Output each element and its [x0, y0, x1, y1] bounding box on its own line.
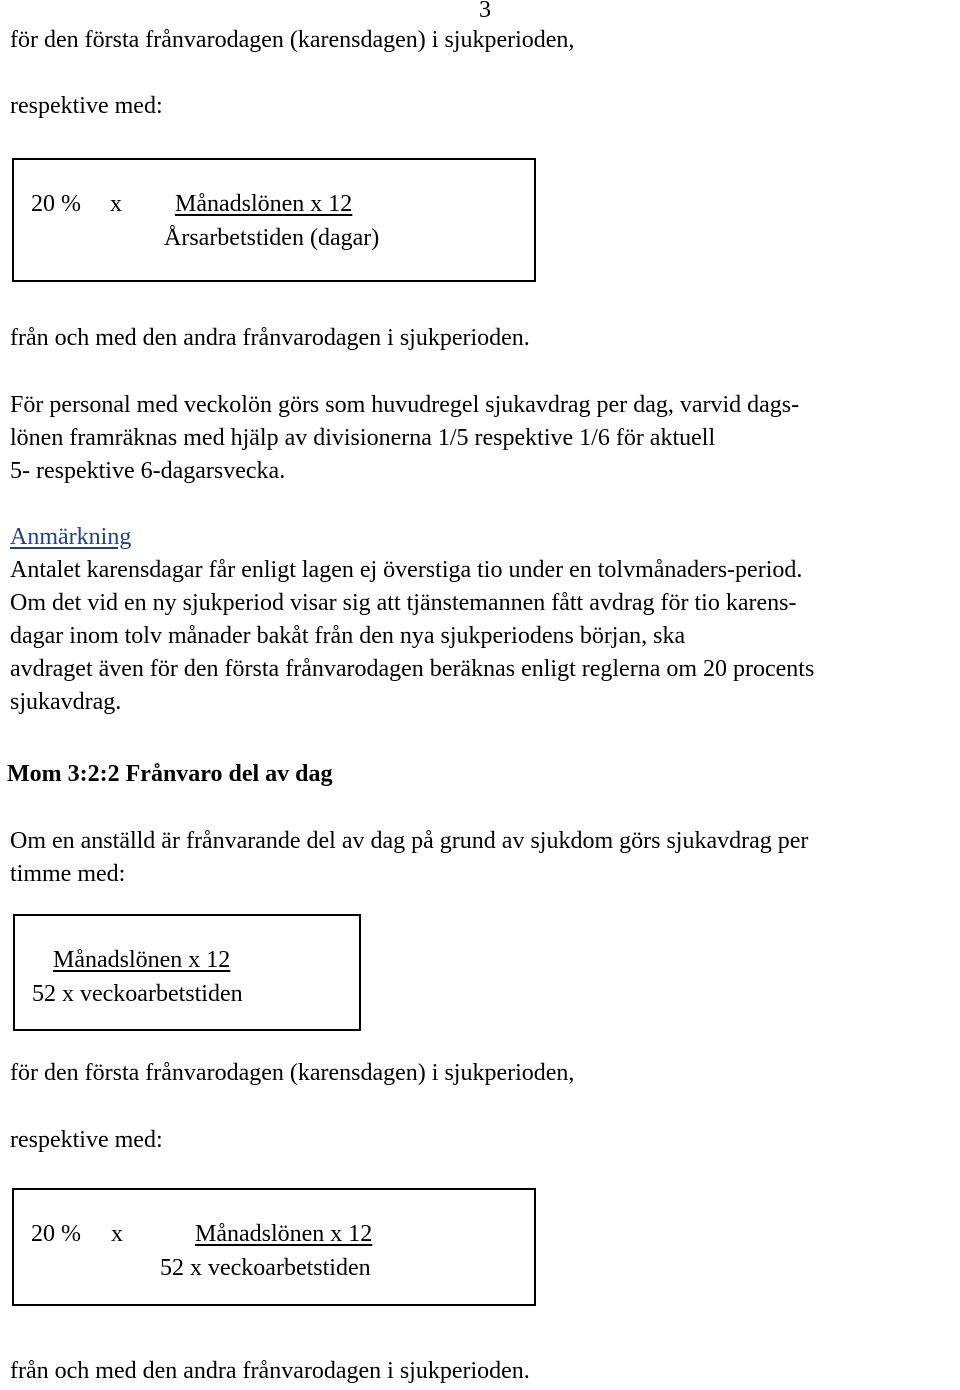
formula-percent: 20 % — [31, 1221, 81, 1247]
paragraph-line: 5- respektive 6-dagarsvecka. — [10, 458, 286, 484]
text-line: för den första frånvarodagen (karensdagen) i sjukperioden, — [10, 27, 575, 53]
note-line: avdraget även för den första frånvarodagen beräknas enligt reglerna om 20 procents — [10, 656, 815, 682]
note-heading: Anmärkning — [10, 524, 132, 550]
note-line: Om det vid en ny sjukperiod visar sig att tjänstemannen fått avdrag för tio karens- — [10, 590, 797, 616]
paragraph-line: För personal med veckolön görs som huvudregel sjukavdrag per dag, varvid dags- — [10, 392, 800, 418]
paragraph-line: timme med: — [10, 861, 126, 887]
formula-times: x — [111, 1221, 123, 1247]
section-heading: Mom 3:2:2 Frånvaro del av dag — [7, 761, 333, 787]
note-line: Antalet karensdagar får enligt lagen ej överstiga tio under en tolvmånaders-period. — [10, 557, 803, 583]
formula-times: x — [110, 191, 122, 217]
formula-numerator: Månadslönen x 12 — [53, 947, 231, 973]
formula-numerator: Månadslönen x 12 — [175, 191, 353, 217]
note-line: sjukavdrag. — [10, 689, 122, 715]
paragraph-line: Om en anställd är frånvarande del av dag på grund av sjukdom görs sjukavdrag per — [10, 828, 809, 854]
formula-numerator: Månadslönen x 12 — [195, 1221, 373, 1247]
veckolon-paragraph — [10, 389, 960, 488]
paragraph-line: lönen framräknas med hjälp av divisionerna 1/5 respektive 1/6 för aktuell — [10, 425, 716, 451]
formula-denominator: 52 x veckoarbetstiden — [32, 981, 243, 1007]
section-intro — [10, 825, 960, 891]
formula-denominator: Årsarbetstiden (dagar) — [164, 225, 380, 251]
formula-denominator: 52 x veckoarbetstiden — [160, 1255, 371, 1281]
text-line: från och med den andra frånvarodagen i sjukperioden. — [10, 1358, 530, 1384]
formula-box-1 — [12, 158, 536, 282]
text-line: för den första frånvarodagen (karensdagen) i sjukperioden, — [10, 1060, 575, 1086]
note-line: dagar inom tolv månader bakåt från den nya sjukperiodens början, ska — [10, 623, 686, 649]
formula-percent: 20 % — [31, 191, 81, 217]
formula-box-3 — [12, 1188, 536, 1306]
text-line: från och med den andra frånvarodagen i sjukperioden. — [10, 325, 530, 351]
page-number: 3 — [479, 0, 491, 23]
formula-box-2 — [13, 914, 361, 1031]
note-block — [10, 521, 960, 719]
text-line: respektive med: — [10, 1127, 163, 1153]
text-line: respektive med: — [10, 93, 163, 119]
